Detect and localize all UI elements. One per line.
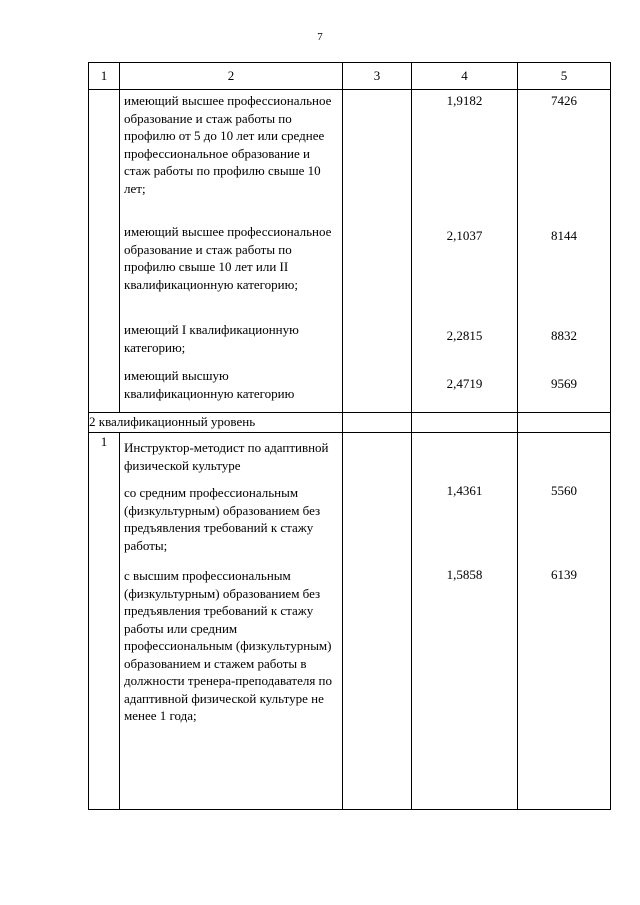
description-cell [120, 90, 343, 413]
empty-cell [343, 413, 412, 433]
entry-text: имеющий высшее профессиональное образование и стаж работы по профилю от 5 до 10 лет или среднее профессиональное образование и стаж работы по профилю свыше 10 лет; [124, 93, 332, 196]
salary-value: 9569 [551, 376, 577, 391]
entry-block [124, 223, 338, 307]
coefficient-value: 1,9182 [446, 93, 483, 108]
entry-text: со средним профессиональным (физкультурным) образованием без предъявления требований к стажу работы; [124, 485, 321, 553]
coefficient-value: 1,4361 [446, 483, 483, 498]
empty-cell [412, 413, 518, 433]
page-number: 7 [317, 31, 323, 43]
position-title-block [124, 439, 338, 474]
qualification-level-row [89, 413, 611, 433]
row-index: 1 [100, 434, 108, 449]
header-col-1: 1 [89, 63, 120, 90]
entry-text: с высшим профессиональным (физкультурным) образованием без предъявления требований к стажу работы или средним профессиональным (физкультурным) образованием и стажем работы в должности тренера-преподавателя по адаптивной физической культуре не менее 1 года; [124, 568, 333, 723]
entry-text: имеющий высшую квалификационную категорию [124, 368, 295, 401]
empty-col-3-cell [343, 90, 412, 413]
salary-value: 7426 [551, 93, 577, 108]
salary-value: 8832 [551, 328, 577, 343]
table-row [89, 90, 611, 413]
header-col-4: 4 [412, 63, 518, 90]
coefficient-value: 2,4719 [446, 376, 483, 391]
row-index-cell [89, 90, 120, 413]
salary-table [88, 62, 611, 810]
salary-value: 6139 [551, 567, 577, 582]
qualification-level-label: 2 квалификационный уровень [89, 413, 343, 433]
position-title: Инструктор-методист по адаптивной физической культуре [124, 440, 329, 473]
salary-value: 5560 [551, 483, 577, 498]
salary-cell [518, 90, 611, 413]
coefficient-cell [412, 433, 518, 810]
entry-block [124, 367, 338, 401]
description-cell [120, 433, 343, 810]
salary-value: 8144 [551, 228, 577, 243]
header-col-2: 2 [120, 63, 343, 90]
entry-text: имеющий I квалификационную категорию; [124, 322, 299, 355]
entry-block [124, 92, 338, 196]
table-header-row [89, 63, 611, 90]
header-col-3: 3 [343, 63, 412, 90]
entry-block [124, 321, 338, 353]
empty-col-3-cell [343, 433, 412, 810]
header-col-5: 5 [518, 63, 611, 90]
coefficient-value: 2,1037 [446, 228, 483, 243]
table-row [89, 433, 611, 810]
entry-block [124, 567, 338, 725]
coefficient-cell [412, 90, 518, 413]
row-index-cell [89, 433, 120, 810]
coefficient-value: 2,2815 [446, 328, 483, 343]
empty-cell [518, 413, 611, 433]
salary-cell [518, 433, 611, 810]
entry-block [124, 484, 338, 554]
coefficient-value: 1,5858 [446, 567, 483, 582]
entry-text: имеющий высшее профессиональное образование и стаж работы по профилю свыше 10 лет или II квалификационную категорию; [124, 224, 332, 292]
